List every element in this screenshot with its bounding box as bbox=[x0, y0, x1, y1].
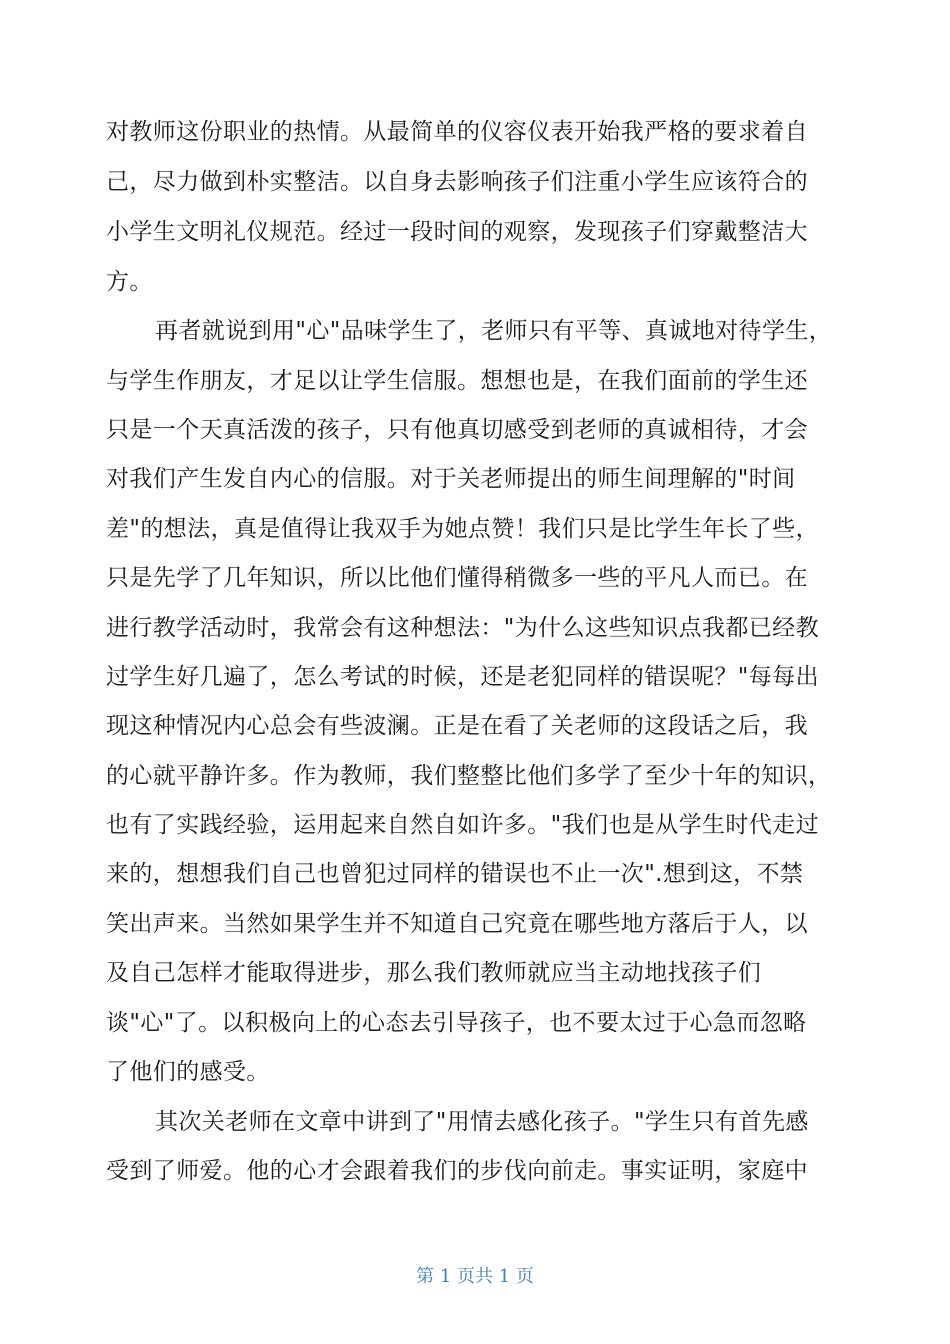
paragraph-line: 进行教学活动时，我常会有这种想法："为什么这些知识点我都已经教 bbox=[106, 615, 819, 641]
paragraph-line: 对我们产生发自内心的信服。对于关老师提出的师生间理解的"时间 bbox=[106, 466, 796, 492]
paragraph-line: 己，尽力做到朴实整洁。以自身去影响孩子们注重小学生应该符合的 bbox=[106, 169, 808, 195]
paragraph-line: 的心就平静许多。作为教师，我们整整比他们多学了至少十年的知识， bbox=[106, 763, 832, 789]
paragraph-line: 了他们的感受。 bbox=[106, 1059, 270, 1085]
paragraph-line: 对教师这份职业的热情。从最简单的仪容仪表开始我严格的要求着自 bbox=[106, 119, 808, 145]
paragraph-line: 受到了师爱。他的心才会跟着我们的步伐向前走。事实证明，家庭中 bbox=[106, 1158, 808, 1184]
paragraph-line: 差"的想法，真是值得让我双手为她点赞！我们只是比学生年长了些， bbox=[106, 516, 819, 542]
paragraph-line: 过学生好几遍了，怎么考试的时候，还是老犯同样的错误呢？"每每出 bbox=[106, 664, 819, 690]
paragraph-line: 小学生文明礼仪规范。经过一段时间的观察，发现孩子们穿戴整洁大 bbox=[106, 219, 808, 245]
paragraph-line: 现这种情况内心总会有些波澜。正是在看了关老师的这段话之后，我 bbox=[106, 713, 808, 739]
paragraph-line: 及自己怎样才能取得进步，那么我们教师就应当主动地找孩子们 bbox=[106, 960, 762, 986]
paragraph-line: 谈"心"了。以积极向上的心态去引导孩子，也不要太过于心急而忽略 bbox=[106, 1010, 807, 1036]
paragraph-line: 也有了实践经验，运用起来自然自如许多。"我们也是从学生时代走过 bbox=[106, 812, 819, 838]
paragraph-line: 其次关老师在文章中讲到了"用情去感化孩子。"学生只有首先感 bbox=[155, 1109, 809, 1135]
paragraph-line: 与学生作朋友，才足以让学生信服。想想也是，在我们面前的学生还 bbox=[106, 368, 808, 394]
page-number-footer: 第 1 页共 1 页 bbox=[416, 1266, 534, 1287]
paragraph-line: 方。 bbox=[106, 269, 153, 295]
paragraph-line: 再者就说到用"心"品味学生了，老师只有平等、真诚地对待学生， bbox=[155, 318, 833, 344]
paragraph-line: 只是一个天真活泼的孩子，只有他真切感受到老师的真诚相待，才会 bbox=[106, 417, 808, 443]
paragraph-line: 来的，想想我们自己也曾犯过同样的错误也不止一次".想到这，不禁 bbox=[106, 861, 804, 887]
paragraph-line: 只是先学了几年知识，所以比他们懂得稍微多一些的平凡人而已。在 bbox=[106, 565, 808, 591]
paragraph-line: 笑出声来。当然如果学生并不知道自己究竟在哪些地方落后于人，以 bbox=[106, 911, 808, 937]
